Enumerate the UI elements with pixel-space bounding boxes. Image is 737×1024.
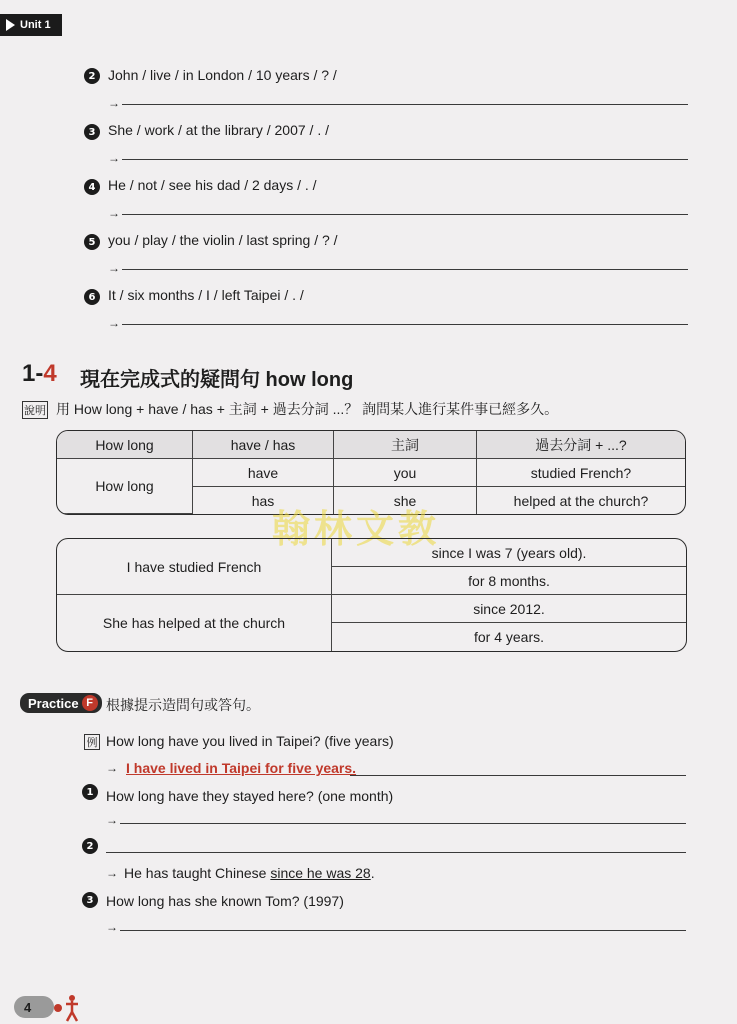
arrow-icon: → (108, 316, 120, 330)
exercise-prompt: you / play / the violin / last spring / ? / (108, 232, 338, 248)
section-number: 1-4 (22, 360, 57, 387)
answer-line[interactable] (122, 104, 688, 105)
figure-mascot-icon (52, 992, 82, 1022)
practice-badge (20, 693, 102, 713)
arrow-icon: → (108, 96, 120, 110)
subject-cell: she (334, 487, 477, 514)
question-line[interactable] (106, 852, 686, 853)
answer-pattern-table (56, 538, 687, 652)
header-cell: have / has (193, 431, 334, 459)
answer-line[interactable] (122, 269, 688, 270)
exercise-prompt: It / six months / I / left Taipei / . / (108, 287, 304, 303)
page-number: 4 (14, 996, 54, 1018)
rest-cell: studied French? (477, 459, 685, 487)
header-cell: 主詞 (334, 431, 477, 459)
answer-line[interactable] (120, 823, 686, 824)
explanation-tag: 說明 (22, 401, 48, 419)
practice-question: How long has she known Tom? (1997) (106, 893, 344, 909)
example-tag: 例 (84, 734, 100, 750)
header-cell: 過去分詞 + ...? (477, 431, 685, 459)
arrow-icon: → (108, 261, 120, 275)
exercise-number: 2 (84, 68, 100, 84)
practice-letter: F (82, 695, 98, 711)
arrow-icon: → (106, 813, 118, 827)
option-cell: for 8 months. (332, 567, 686, 595)
watermark: 翰林文教 (272, 507, 441, 551)
aux-cell: has (193, 487, 334, 514)
example-question: How long have you lived in Taipei? (five years) (106, 733, 394, 749)
answer-line (350, 775, 686, 776)
exercise-prompt: He / not / see his dad / 2 days / . / (108, 177, 317, 193)
exercise-number: 3 (82, 892, 98, 908)
main-cell: I have studied French (57, 539, 332, 595)
practice-question: How long have they stayed here? (one month) (106, 788, 394, 804)
practice-instruction: 根據提示造問句或答句。 (106, 697, 260, 713)
option-cell: since I was 7 (years old). (332, 539, 686, 567)
header-cell: How long (57, 431, 193, 459)
example-answer: I have lived in Taipei for five years. (126, 760, 357, 776)
answer-line[interactable] (122, 324, 688, 325)
unit-label: Unit 1 (20, 19, 51, 31)
unit-tab (0, 14, 62, 36)
answer-line[interactable] (122, 159, 688, 160)
exercise-prompt: John / live / in London / 10 years / ? / (108, 67, 337, 83)
answer-line[interactable] (122, 214, 688, 215)
arrow-icon: → (106, 866, 118, 880)
arrow-icon: → (108, 151, 120, 165)
main-cell: She has helped at the church (57, 595, 332, 651)
practice-label: Practice (28, 695, 79, 711)
exercise-number: 6 (84, 289, 100, 305)
how-long-cell: How long (57, 459, 193, 514)
arrow-icon: → (106, 761, 118, 775)
exercise-number: 1 (82, 784, 98, 800)
exercise-prompt: She / work / at the library / 2007 / . / (108, 122, 329, 138)
exercise-number: 2 (82, 838, 98, 854)
exercise-number: 5 (84, 234, 100, 250)
option-cell: since 2012. (332, 595, 686, 623)
option-cell: for 4 years. (473, 629, 545, 645)
answer-line[interactable] (120, 930, 686, 931)
rest-cell: helped at the church? (513, 492, 649, 509)
exercise-number: 4 (84, 179, 100, 195)
explanation-text: 用 How long + have / has + 主詞 + 過去分詞 ...？ 詢問某人進行某件事已經多久。 (56, 401, 559, 417)
arrow-icon: → (106, 920, 118, 934)
aux-cell: have (193, 459, 334, 487)
play-arrow-icon (6, 19, 15, 31)
arrow-icon: → (108, 206, 120, 220)
section-title: 現在完成式的疑問句 how long (80, 369, 354, 391)
exercise-number: 3 (84, 124, 100, 140)
subject-cell: you (334, 459, 477, 487)
practice-answer: He has taught Chinese since he was 28. (124, 865, 375, 881)
